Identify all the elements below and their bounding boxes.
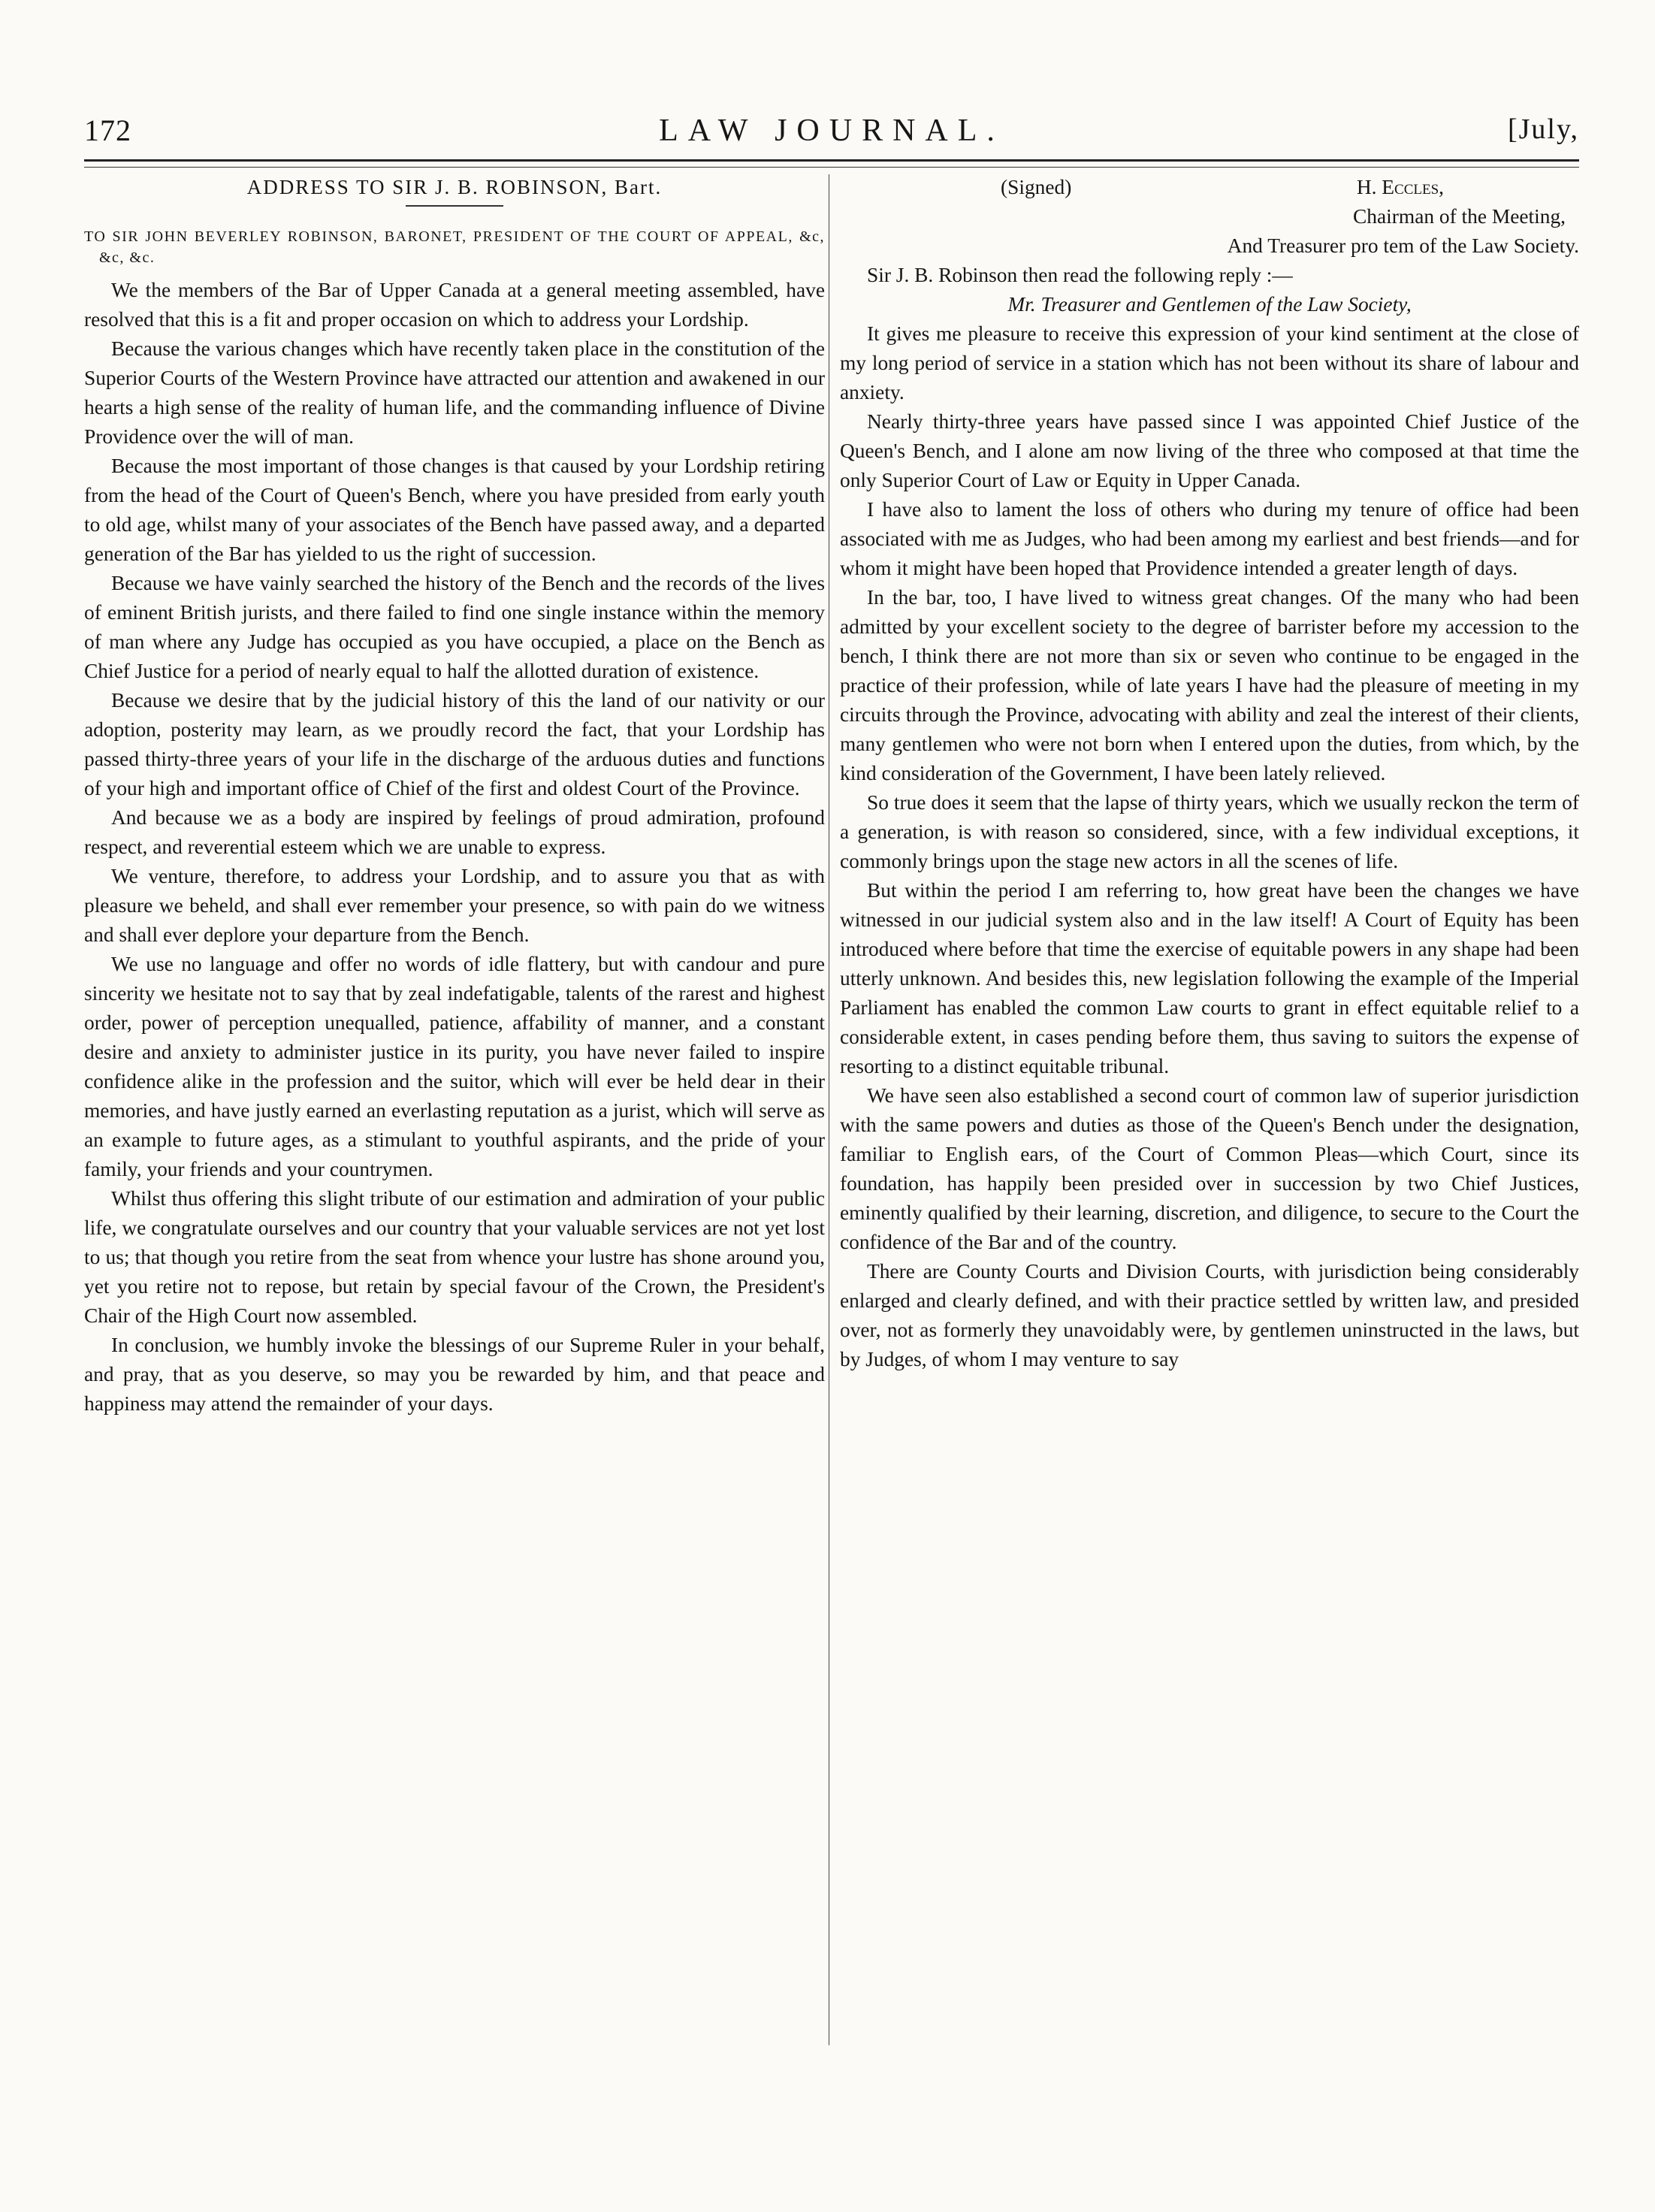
right-column — [840, 173, 1579, 1374]
addressee: TO SIR JOHN BEVERLEY ROBINSON, BARONET, PRESIDENT OF THE COURT OF APPEAL, &c, &c, &c. — [84, 228, 825, 266]
address-paragraph: Because we desire that by the judicial history of this the land of our nativity or our adoption, posterity may learn, as we proudly record the fact, that your Lordship has passed thirty-three years of your life in the discharge of the arduous duties and functions of your high and important office of Chief of the first and oldest Court of the Province. — [84, 689, 825, 799]
signer-title: Chairman of the Meeting, — [1353, 205, 1566, 228]
reply-paragraph: Nearly thirty-three years have passed since I was appointed Chief Justice of the Queen's Bench, and I alone am now living of the three who composed at that time the only Superior Court of Law or Equity in Upper Canada. — [840, 410, 1579, 491]
reply-intro: Sir J. B. Robinson then read the following reply :— — [867, 264, 1293, 286]
signer-office: And Treasurer pro tem of the Law Society. — [1227, 234, 1579, 257]
reply-paragraph: So true does it seem that the lapse of thirty years, which we usually reckon the term of a generation, is with reason so considered, since, with a few individual exceptions, it commonly brings upon the stage new actors in all the scenes of life. — [840, 791, 1579, 872]
reply-paragraph: I have also to lament the loss of others who during my tenure of office had been associated with me as Judges, who had been among my earliest and best friends—and for whom it might have been hoped that Providence intended a greater length of days. — [840, 498, 1579, 579]
header-rule — [84, 159, 1579, 162]
address-paragraph: Whilst thus offering this slight tribute of our estimation and admiration of your public life, we congratulate ourselves and our country that your valuable services are not yet lost to us; that though you retire from the seat from whence your lustre has shone around you, yet you retire not to repose, but retain by special favour of the Crown, the President's Chair of the High Court now assembled. — [84, 1187, 825, 1327]
signer-name: H. Eccles, — [1356, 176, 1444, 198]
running-header — [84, 113, 1579, 158]
reply-salutation: Mr. Treasurer and Gentlemen of the Law Society, — [1007, 293, 1412, 316]
signed-label: (Signed) — [1001, 176, 1072, 198]
reply-paragraph: We have seen also established a second court of common law of superior jurisdiction with the same powers and duties as those of the Queen's Bench under the designation, familiar to English ears, of the Court of Common Pleas—which Court, since its foundation, has happily been presided over in succession by two Chief Justices, eminently qualified by their learning, discretion, and diligence, to secure to the Court the confidence of the Bar and of the country. — [840, 1084, 1579, 1253]
address-paragraph: We use no language and offer no words of idle flattery, but with candour and pure sincerity we hesitate not to say that by zeal indefatigable, talents of the rarest and highest order, power of perception unequalled, patience, affability of manner, and a constant desire and anxiety to administer justice in its purity, you have never failed to inspire confidence alike in the profession and the suitor, which will ever be held dear in their memories, and have justly earned an everlasting reputation as a jurist, which will serve as an example to future ages, as a stimulant to youthful aspirants, and the pride of your family, your friends and your countrymen. — [84, 953, 825, 1180]
address-paragraph: In conclusion, we humbly invoke the blessings of our Supreme Ruler in your behalf, and pray, that as you deserve, so may you be rewarded by him, and that peace and happiness may attend the remainder of your days. — [84, 1334, 825, 1415]
address-paragraph: Because we have vainly searched the history of the Bench and the records of the lives of eminent British jurists, and there failed to find one single instance within the memory of man where any Judge has occupied as you have occupied, a place on the Bench as Chief Justice for a period of nearly equal to half the allotted duration of existence. — [84, 572, 825, 682]
address-paragraph: We the members of the Bar of Upper Canada at a general meeting assembled, have resolved that this is a fit and proper occasion on which to address your Lordship. — [84, 279, 825, 331]
address-paragraph: Because the most important of those changes is that caused by your Lordship retiring from the head of the Court of Queen's Bench, where you have presided from early youth to old age, whilst many of your associates of the Bench have passed away, and a departed generation of the Bar has yielded to us the right of succession. — [84, 455, 825, 565]
reply-paragraph: In the bar, too, I have lived to witness great changes. Of the many who had been admitted by your excellent society to the degree of barrister before my accession to the bench, I think there are not more than six or seven who continue to be engaged in the practice of their profession, while of late years I have had the pleasure of meeting in my circuits through the Province, advocating with ability and zeal the interest of their clients, many gentlemen who were not born when I entered upon the duties, from which, by the kind consideration of the Government, I have been lately relieved. — [840, 586, 1579, 784]
address-paragraph: Because the various changes which have recently taken place in the constitution of the Superior Courts of the Western Province have attracted our attention and awakened in our hearts a high sense of the reality of human life, and the commanding influence of Divine Providence over the will of man. — [84, 337, 825, 448]
page-number: 172 — [84, 113, 131, 147]
article-heading: ADDRESS TO SIR J. B. ROBINSON, Bart. — [246, 176, 663, 198]
address-paragraph: And because we as a body are inspired by feelings of proud admiration, profound respect, and reverential esteem which we are unable to express. — [84, 806, 825, 858]
journal-title: LAW JOURNAL. — [659, 113, 1004, 148]
reply-paragraph: It gives me pleasure to receive this expression of your kind sentiment at the close of my long period of service in a station which has not been without its share of labour and anxiety. — [840, 322, 1579, 403]
address-paragraph: We venture, therefore, to address your Lordship, and to assure you that as with pleasure we beheld, and shall ever remember your presence, so with pain do we witness and shall ever deplore your departure from the Bench. — [84, 865, 825, 946]
reply-paragraph: But within the period I am referring to, how great have been the changes we have witnessed in our judicial system also and in the law itself! A Court of Equity has been introduced where before that time the exercise of equitable powers in any shape had been utterly unknown. And besides this, new legislation following the example of the Imperial Parliament has enabled the common Law courts to grant in effect equitable relief to a considerable extent, in cases pending before them, thus saving to suitors the expense of resorting to a distinct equitable tribunal. — [840, 879, 1579, 1077]
issue-month: [July, — [1507, 113, 1579, 145]
left-column — [84, 173, 825, 1419]
heading-rule — [406, 205, 503, 207]
header-rule-thin — [84, 167, 1579, 168]
reply-paragraph: There are County Courts and Division Courts, with jurisdiction being considerably enlarged and clearly defined, and with their practice settled by written law, and presided over, not as formerly they unavoidably were, by gentlemen uninstructed in the laws, but by Judges, of whom I may venture to say — [840, 1260, 1579, 1370]
signature-line — [840, 173, 1579, 202]
